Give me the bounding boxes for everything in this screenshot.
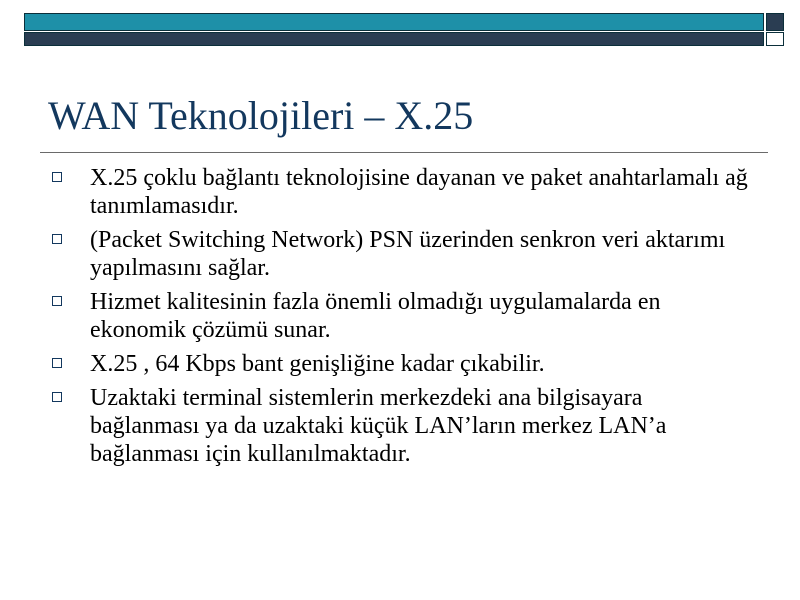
title-divider — [40, 152, 768, 153]
hollow-square-bullet-icon — [52, 392, 62, 402]
hollow-square-bullet-icon — [52, 358, 62, 368]
header-accent-square-light — [766, 32, 784, 46]
bullet-item — [48, 288, 748, 344]
bullet-text: X.25 çoklu bağlantı teknolojisine dayanan ve paket anahtarlamalı ağ tanımlamasıdır. — [90, 165, 748, 219]
bullet-text: (Packet Switching Network) PSN üzerinden senkron veri aktarımı yapılmasını sağlar. — [90, 227, 726, 281]
bullet-item — [48, 226, 748, 282]
hollow-square-bullet-icon — [52, 296, 62, 306]
bullet-item — [48, 350, 748, 378]
bullet-text: X.25 , 64 Kbps bant genişliğine kadar çıkabilir. — [90, 351, 545, 377]
bullet-text: Hizmet kalitesinin fazla önemli olmadığı uygulamalarda en ekonomik çözümü sunar. — [90, 289, 661, 343]
header-accent-square-dark — [766, 13, 784, 31]
slide-title: WAN Teknolojileri – X.25 — [48, 93, 474, 138]
bullet-item — [48, 384, 748, 468]
header-accent-bar — [24, 13, 764, 31]
hollow-square-bullet-icon — [52, 234, 62, 244]
header-dark-bar — [24, 32, 764, 46]
hollow-square-bullet-icon — [52, 172, 62, 182]
bullet-item — [48, 164, 748, 220]
bullet-list — [48, 164, 748, 474]
bullet-text: Uzaktaki terminal sistemlerin merkezdeki ana bilgisayara bağlanması ya da uzaktaki küçük LAN’ların merkez LAN’a bağlanması için kullanılmaktadır. — [90, 385, 667, 467]
